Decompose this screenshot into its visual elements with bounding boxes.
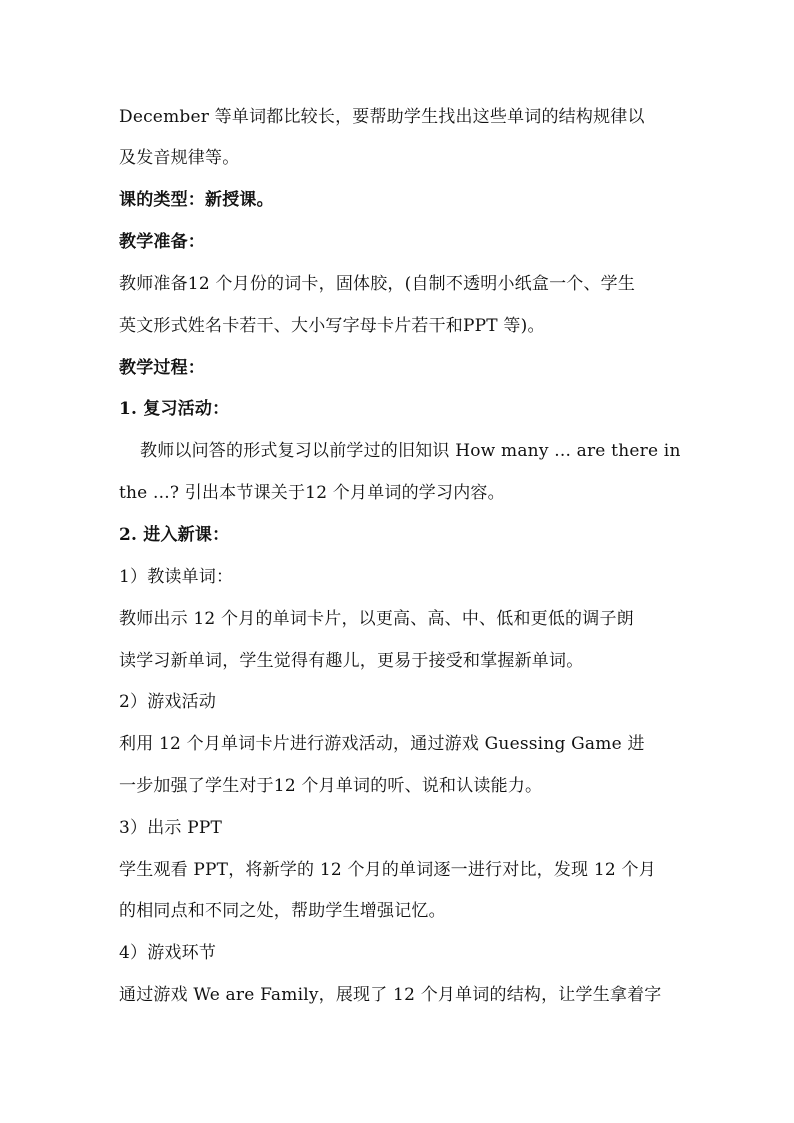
- paragraph-line-16: 利用 12 个月单词卡片进行游戏活动，通过游戏 Guessing Game 进: [119, 734, 645, 754]
- paragraph-line-2: 及发音规律等。: [119, 148, 240, 168]
- paragraph-line-17: 一步加强了学生对于12 个月单词的听、说和认读能力。: [119, 776, 543, 796]
- subheading-game-activity: 2）游戏活动: [119, 692, 217, 712]
- paragraph-line-5: 教师准备12 个月份的词卡，固体胶，(自制不透明小纸盒一个、学生: [119, 274, 636, 294]
- subheading-game-session: 4）游戏环节: [119, 943, 217, 963]
- paragraph-line-19: 学生观看 PPT，将新学的 12 个月的单词逐一进行对比，发现 12 个月: [119, 860, 656, 880]
- paragraph-line-22: 通过游戏 We are Family，展现了 12 个月单词的结构，让学生拿着字: [119, 985, 662, 1005]
- paragraph-line-20: 的相同点和不同之处，帮助学生增强记忆。: [119, 901, 446, 921]
- subheading-show-ppt: 3）出示 PPT: [119, 818, 223, 838]
- paragraph-line-13: 教师出示 12 个月的单词卡片，以更高、高、中、低和更低的调子朗: [119, 609, 634, 629]
- teaching-preparation-heading: 教学准备：: [119, 232, 205, 252]
- paragraph-line-6: 英文形式姓名卡若干、大小写字母卡片若干和PPT 等)。: [119, 316, 545, 336]
- review-activity-heading: 1. 复习活动：: [119, 399, 230, 419]
- teaching-process-heading: 教学过程：: [119, 358, 205, 378]
- subheading-read-words: 1）教读单词：: [119, 567, 234, 587]
- paragraph-line-10: the ...? 引出本节课关于12 个月单词的学习内容。: [119, 483, 505, 503]
- paragraph-line-14: 读学习新单词，学生觉得有趣儿，更易于接受和掌握新单词。: [119, 651, 584, 671]
- paragraph-line-9: 教师以问答的形式复习以前学过的旧知识 How many ... are there in: [140, 441, 681, 461]
- new-lesson-heading: 2. 进入新课：: [119, 525, 230, 545]
- lesson-type-heading: 课的类型：新授课。: [119, 190, 274, 210]
- paragraph-line-1: December 等单词都比较长，要帮助学生找出这些单词的结构规律以: [119, 107, 645, 127]
